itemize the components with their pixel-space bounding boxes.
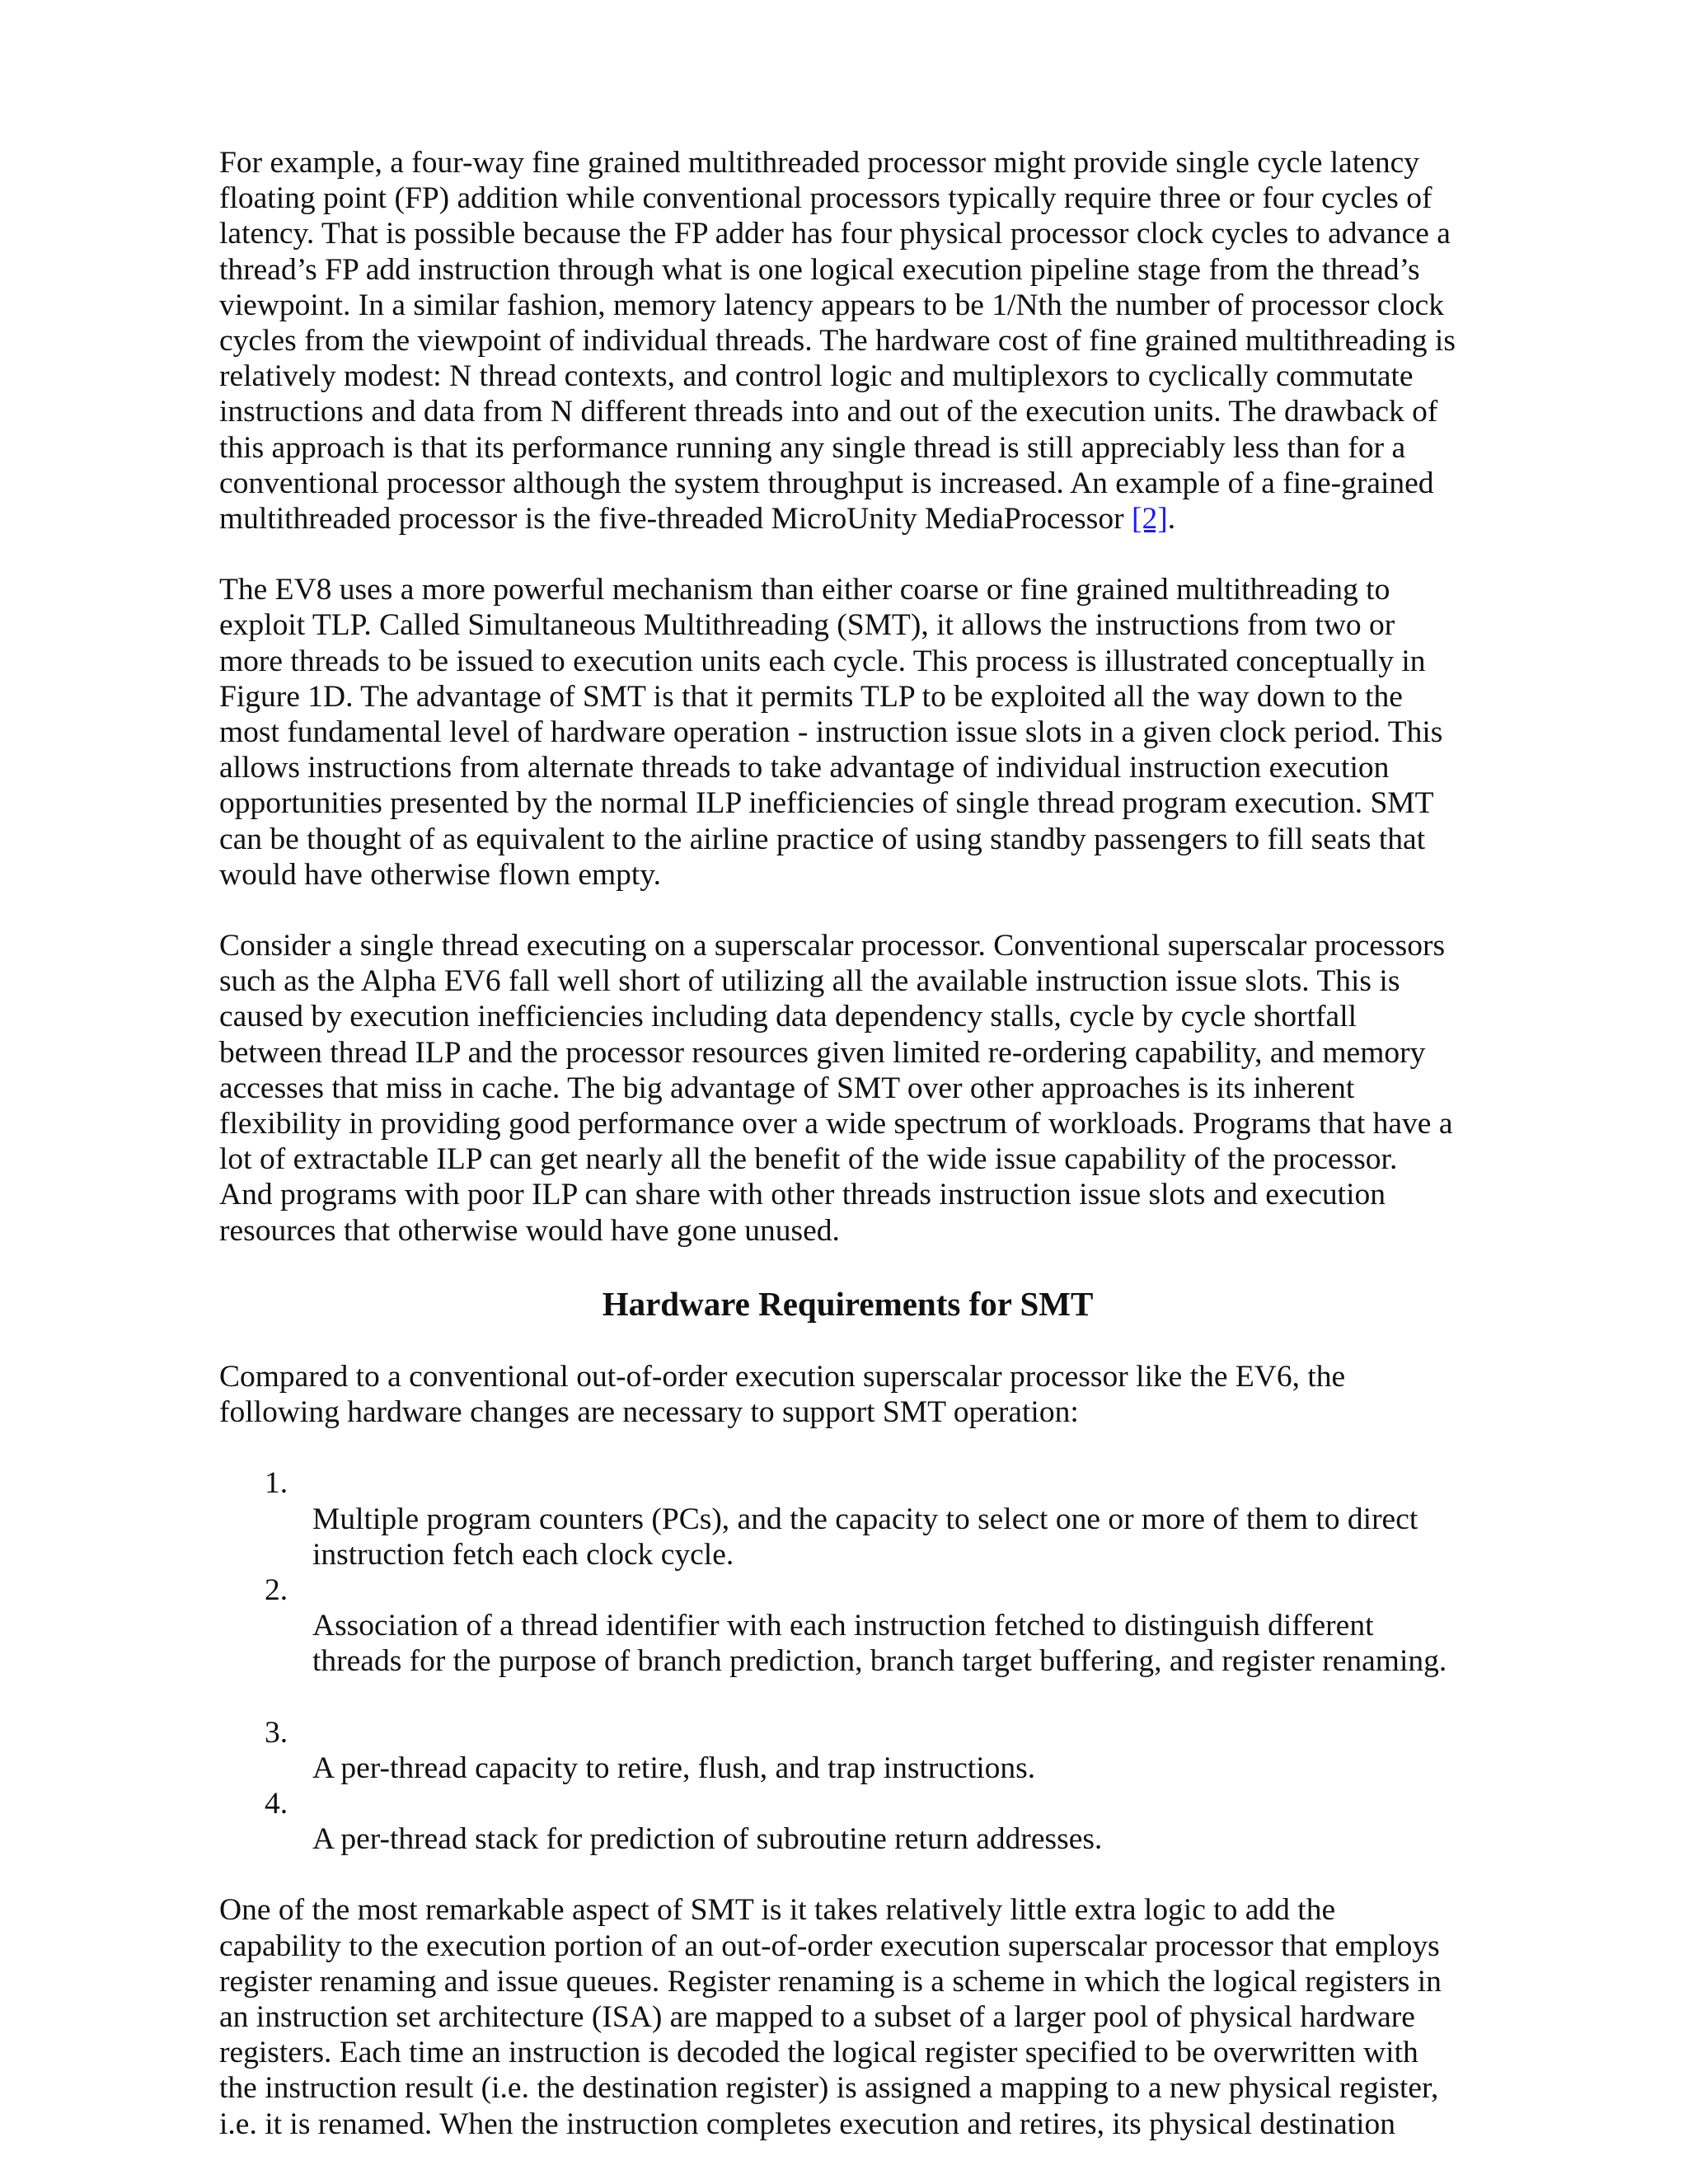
list-item-number: 1. <box>265 1466 288 1501</box>
list-item <box>219 1786 1476 1857</box>
list-item <box>219 1572 1476 1680</box>
list-item-number: 3. <box>265 1715 288 1750</box>
paragraph-end-punctuation: . <box>1167 502 1176 537</box>
list-item-text: A per-thread capacity to retire, flush, and trap instructions. <box>312 1750 1036 1785</box>
list-item-text: Multiple program counters (PCs), and the capacity to select one or more of them to direct instruction fetch each clock cycle. <box>312 1502 1418 1572</box>
paragraph-ev8-smt: The EV8 uses a more powerful mechanism than either coarse or fine grained multithreading to exploit TLP. Called Simultaneous Multithreading (SMT), it allows the instructions from two or more threads to be issued to execution units each cycle. This process is illustrated conceptually in Figure 1D. The advantage of SMT is that it permits TLP to be exploited all the way down to the most fundamental level of hardware operation - instruction issue slots in a given clock period. This allows instructions from alternate threads to take advantage of individual instruction execution opportunities presented by the normal ILP inefficiencies of single thread program execution. SMT can be thought of as equivalent to the airline practice of using standby passengers to fill seats that would have otherwise flown empty. <box>219 573 1443 892</box>
list-item <box>219 1715 1476 1786</box>
paragraph-register-renaming: One of the most remarkable aspect of SMT is it takes relatively little extra logic to add the capability to the execution portion of an out-of-order execution superscalar processor that employs register renaming and issue queues. Register renaming is a scheme in which the logical registers in an instruction set architecture (ISA) are mapped to a subset of a larger pool of physical hardware registers. Each time an instruction is decoded the logical register specified to be overwritten with the instruction result (i.e. the destination register) is assigned a mapping to a new physical register, i.e. it is renamed. When the instruction completes execution and retires, its physical destination <box>219 1893 1442 2141</box>
requirements-list <box>219 1465 1476 1857</box>
paragraph-text: For example, a four-way fine grained multithreaded processor might provide single cycle latency floating point (FP) addition while conventional processors typically require three or four cycles of latency. That is possible because the FP adder has four physical processor clock cycles to advance a thread’s FP add instruction through what is one logical execution pipeline stage from the thread’s viewpoint. In a similar fashion, memory latency appears to be 1/Nth the number of processor clock cycles from the viewpoint of individual threads. The hardware cost of fine grained multithreading is relatively modest: N thread contexts, and control logic and multiplexors to cyclically commutate instructions and data from N different threads into and out of the execution units. The drawback of this approach is that its performance running any single thread is still appreciably less than for a conventional processor although the system throughput is increased. An example of a fine-grained multithreaded processor is the five-threaded MicroUnity MediaProcessor <box>219 146 1456 537</box>
paragraph-superscalar-thread: Consider a single thread executing on a superscalar processor. Conventional superscalar processors such as the Alpha EV6 fall well short of utilizing all the available instruction issue slots. This is caused by execution inefficiencies including data dependency stalls, cycle by cycle shortfall between thread ILP and the processor resources given limited re-ordering capability, and memory accesses that miss in cache. The big advantage of SMT over other approaches is its inherent flexibility in providing good performance over a wide spectrum of workloads. Programs that have a lot of extractable ILP can get nearly all the benefit of the wide issue capability of the processor. And programs with poor ILP can share with other threads instruction issue slots and execution resources that otherwise would have gone unused. <box>219 929 1453 1248</box>
citation-link-2[interactable]: [2] <box>1131 502 1168 537</box>
list-item-text: Association of a thread identifier with each instruction fetched to distinguish different threads for the purpose of branch prediction, branch target buffering, and register renaming. <box>312 1609 1447 1679</box>
list-item-number: 2. <box>265 1572 288 1607</box>
document-page <box>219 145 1476 2177</box>
list-item <box>219 1465 1476 1572</box>
paragraph-fine-grained-example <box>219 145 1476 537</box>
section-heading: Hardware Requirements for SMT <box>602 1284 1094 1323</box>
list-item-text: A per-thread stack for prediction of subroutine return addresses. <box>312 1822 1103 1857</box>
list-item-number: 4. <box>265 1786 288 1821</box>
paragraph-hardware-changes-intro: Compared to a conventional out-of-order execution superscalar processor like the EV6, the following hardware changes are necessary to support SMT operation: <box>219 1359 1346 1430</box>
